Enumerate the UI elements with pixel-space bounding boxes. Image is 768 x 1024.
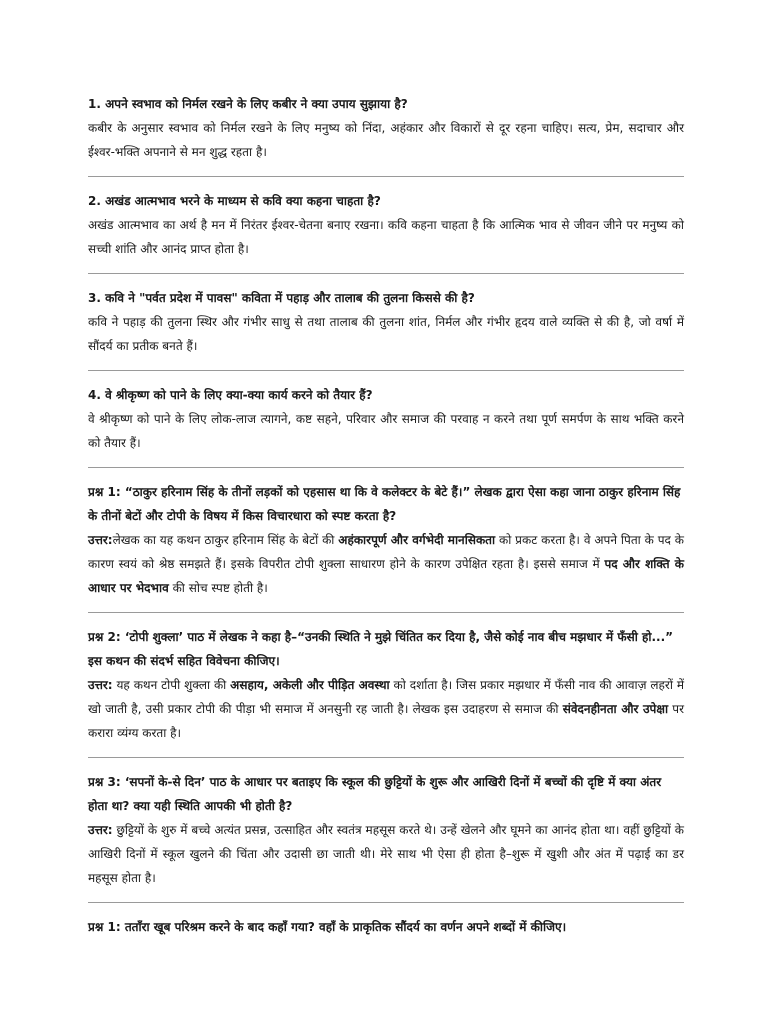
- answer-segment: को दर्शाता है। जिस प्रकार मझधार में फँसी नाव की आवाज़ लहरों में खो जाती है, उसी प्रकार टोपी की पीड़ा भी समाज में अनसुनी रह जाती है। लेखक इस उदाहरण से समाज की: [88, 678, 684, 716]
- answer-segment: की सोच स्पष्ट होती है।: [168, 581, 268, 595]
- question-text: 2. अखंड आत्मभाव भरने के माध्यम से कवि क्या कहना चाहता है?: [88, 194, 381, 208]
- qa-section: [88, 467, 684, 612]
- answer-segment: लेखक का यह कथन ठाकुर हरिनाम सिंह के बेटों की: [112, 533, 339, 547]
- qa-section: [88, 273, 684, 370]
- answer-emphasis: अहंकारपूर्ण और वर्गभेदी मानसिकता: [338, 533, 496, 547]
- answer-text: [88, 407, 684, 455]
- answer-label: उत्तर:: [88, 823, 113, 837]
- answer-segment: छुट्टियों के शुरु में बच्चे अत्यंत प्रसन्न, उत्साहित और स्वतंत्र महसूस करते थे। उन्हें खेलने और घूमने का आनंद होता था। वहीं छुट्टियों के आखिरी दिनों में स्कूल खुलने की चिंता और उदासी छा जाती थी। मेरे साथ भी ऐसा ही होता है–शुरू में खुशी और अंत में पढ़ाई का डर महसूस होता है।: [88, 823, 684, 885]
- qa-section: [88, 92, 684, 176]
- answer-label: उत्तर:: [88, 533, 113, 547]
- answer-segment: अखंड आत्मभाव का अर्थ है मन में निरंतर ईश्वर-चेतना बनाए रखना। कवि कहना चाहता है कि आत्मिक भाव से जीवन जीने पर मनुष्य को सच्ची शांति और आनंद प्राप्त होता है।: [88, 218, 684, 256]
- answer-text: [88, 310, 684, 358]
- answer-text: [88, 673, 684, 745]
- question-text: 4. वे श्रीकृष्ण को पाने के लिए क्या-क्या कार्य करने को तैयार हैं?: [88, 388, 373, 402]
- question-text: प्रश्न 3: ‘सपनों के-से दिन’ पाठ के आधार पर बताइए कि स्कूल की छुट्टियों के शुरू और आखिरी दिनों में बच्चों की दृष्टि में क्या अंतर होता था? क्या यही स्थिति आपकी भी होती है?: [88, 775, 662, 813]
- qa-section: [88, 370, 684, 467]
- answer-segment: यह कथन टोपी शुक्ला की: [112, 678, 231, 692]
- qa-section: [88, 176, 684, 273]
- qa-section: [88, 902, 684, 951]
- answer-emphasis: पद और शक्ति के आधार पर भेदभाव: [88, 557, 684, 595]
- question-text: 3. कवि ने "पर्वत प्रदेश में पावस" कविता में पहाड़ और तालाब की तुलना किससे की है?: [88, 291, 475, 305]
- answer-segment: वे श्रीकृष्ण को पाने के लिए लोक-लाज त्यागने, कष्ट सहने, परिवार और समाज की परवाह न करने तथा पूर्ण समर्पण के साथ भक्ति करने को तैयार हैं।: [88, 412, 684, 450]
- answer-segment: को प्रकट करता है। वे अपने पिता के पद के कारण स्वयं को श्रेष्ठ समझते हैं। इसके विपरीत टोपी शुक्ला साधारण होने के कारण उपेक्षित रहता है। इससे समाज में: [88, 533, 684, 571]
- answer-emphasis: संवेदनहीनता और उपेक्षा: [562, 702, 669, 716]
- answer-segment: पर करारा व्यंग्य करता है।: [88, 702, 684, 740]
- qa-section: [88, 612, 684, 757]
- question-text: प्रश्न 2: ‘टोपी शुक्ला’ पाठ में लेखक ने कहा है–“उनकी स्थिति ने मुझे चिंतित कर दिया है, जैसे कोई नाव बीच मझधार में फँसी हो...” इस कथन की संदर्भ सहित विवेचना कीजिए।: [88, 630, 674, 668]
- question-text: प्रश्न 1: “ठाकुर हरिनाम सिंह के तीनों लड़कों को एहसास था कि वे कलेक्टर के बेटे हैं।” लेखक द्वारा ऐसा कहा जाना ठाकुर हरिनाम सिंह के तीनों बेटों और टोपी के विषय में किस विचारधारा को स्पष्ट करता है?: [88, 485, 681, 523]
- answer-text: [88, 528, 684, 600]
- answer-segment: कबीर के अनुसार स्वभाव को निर्मल रखने के लिए मनुष्य को निंदा, अहंकार और विकारों से दूर रहना चाहिए। सत्य, प्रेम, सदाचार और ईश्वर-भक्ति अपनाने से मन शुद्ध रहता है।: [88, 121, 684, 159]
- question-text: प्रश्न 1: तताँरा खूब परिश्रम करने के बाद कहाँ गया? वहाँ के प्राकृतिक सौंदर्य का वर्णन अपने शब्दों में कीजिए।: [88, 920, 567, 934]
- answer-text: [88, 116, 684, 164]
- answer-label: उत्तर:: [88, 678, 113, 692]
- answer-emphasis: असहाय, अकेली और पीड़ित अवस्था: [230, 678, 390, 692]
- qa-section: [88, 757, 684, 902]
- answer-segment: कवि ने पहाड़ की तुलना स्थिर और गंभीर साधु से तथा तालाब की तुलना शांत, निर्मल और गंभीर हृदय वाले व्यक्ति से की है, जो वर्षा में सौंदर्य का प्रतीक बनते हैं।: [88, 315, 684, 353]
- answer-text: [88, 818, 684, 890]
- answer-text: [88, 213, 684, 261]
- question-text: 1. अपने स्वभाव को निर्मल रखने के लिए कबीर ने क्या उपाय सुझाया है?: [88, 97, 408, 111]
- qa-list: [88, 92, 684, 951]
